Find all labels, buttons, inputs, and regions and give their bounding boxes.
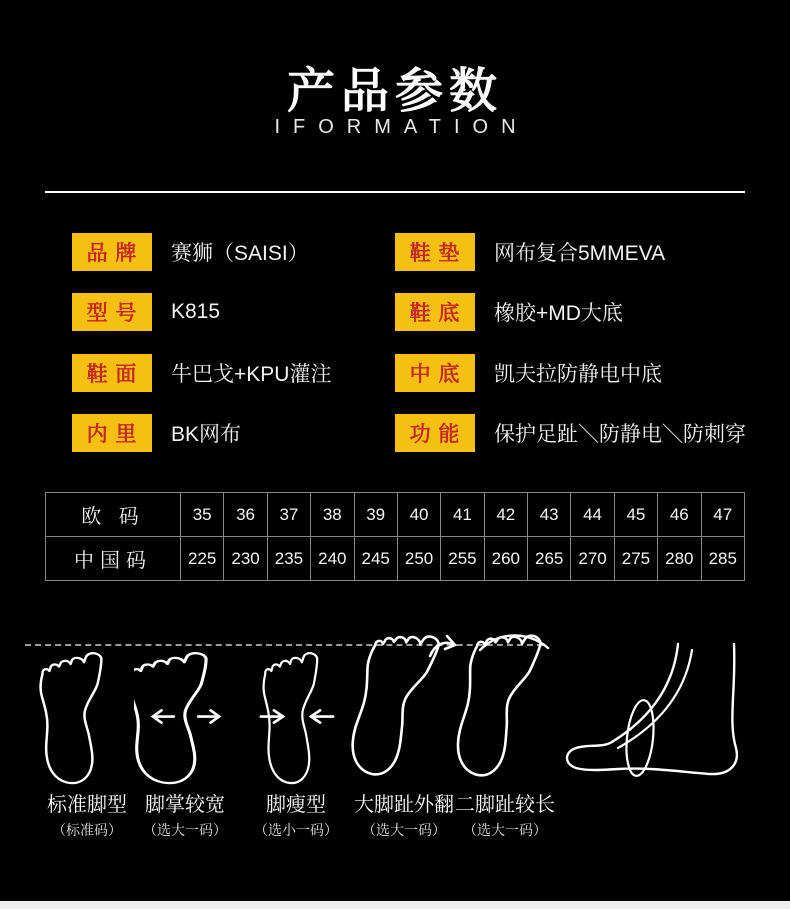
foot-type-label <box>128 793 242 840</box>
spec-label-badge: 鞋 垫 <box>395 233 475 271</box>
size-cell: 38 <box>311 493 354 537</box>
size-cell: 270 <box>571 537 614 581</box>
spec-value: 赛狮（SAISI） <box>171 242 309 265</box>
foot-type-note: （选大一码） <box>362 822 446 838</box>
size-cell: 37 <box>267 493 310 537</box>
size-cell: 285 <box>701 537 745 581</box>
table-row-cn <box>46 537 745 581</box>
size-cell: 41 <box>441 493 484 537</box>
table-row-eu <box>46 493 745 537</box>
spec-row-function <box>395 414 746 452</box>
size-cell: 255 <box>441 537 484 581</box>
size-cell: 235 <box>267 537 310 581</box>
footprint-long-second-toe-icon <box>448 628 562 778</box>
spec-row-brand <box>72 233 309 271</box>
foot-type-note: （选小一码） <box>254 822 338 838</box>
foot-type-label <box>239 793 353 840</box>
page-title: 产品参数 <box>286 65 503 118</box>
bottom-strip <box>0 901 790 909</box>
spec-row-upper <box>72 354 331 392</box>
size-cell: 45 <box>614 493 657 537</box>
spec-label-badge: 内 里 <box>72 414 152 452</box>
spec-label-badge: 鞋 底 <box>395 293 475 331</box>
spec-label-badge: 鞋 面 <box>72 354 152 392</box>
size-cell: 245 <box>354 537 397 581</box>
spec-label-badge: 型 号 <box>72 293 152 331</box>
size-cell: 44 <box>571 493 614 537</box>
divider-line <box>45 191 745 193</box>
spec-value: K815 <box>171 300 221 323</box>
footprint-bigtoe-out-icon <box>348 628 460 778</box>
size-cell: 265 <box>528 537 571 581</box>
spec-value: 保护足趾＼防静电＼防刺穿 <box>494 423 746 446</box>
page-subtitle: IFORMATION <box>274 116 529 138</box>
size-cell: 230 <box>224 537 267 581</box>
footprint-standard-icon <box>32 650 138 790</box>
spec-value: 牛巴戈+KPU灌注 <box>171 363 332 386</box>
foot-type-note: （选大一码） <box>463 822 547 838</box>
spec-value: 凯夫拉防静电中底 <box>494 363 662 386</box>
size-cell: 42 <box>484 493 527 537</box>
foot-type-name: 大脚趾外翻 <box>354 794 454 816</box>
footprint-wide-icon <box>134 650 238 790</box>
spec-value: BK网布 <box>171 423 242 446</box>
width-shrink-arrows-icon <box>261 710 333 722</box>
size-cell: 47 <box>701 493 745 537</box>
girth-measure-ellipse-icon <box>623 699 657 777</box>
size-cell: 275 <box>614 537 657 581</box>
footprint-narrow-icon <box>254 650 340 790</box>
spec-row-model <box>72 293 220 331</box>
size-cell: 43 <box>528 493 571 537</box>
size-cell: 250 <box>397 537 440 581</box>
size-cell: 46 <box>658 493 701 537</box>
foot-type-name: 标准脚型 <box>47 794 127 816</box>
spec-row-lining <box>72 414 241 452</box>
size-cell: 260 <box>484 537 527 581</box>
spec-label-badge: 中 底 <box>395 354 475 392</box>
size-cell: 40 <box>397 493 440 537</box>
size-cell: 225 <box>181 537 224 581</box>
spec-value: 橡胶+MD大底 <box>494 302 623 325</box>
foot-type-note: （选大一码） <box>143 822 227 838</box>
foot-type-name: 脚掌较宽 <box>145 794 225 816</box>
size-cell: 35 <box>181 493 224 537</box>
size-cell: 240 <box>311 537 354 581</box>
foot-side-profile-icon <box>560 642 765 802</box>
foot-type-name: 二脚趾较长 <box>455 794 555 816</box>
foot-type-label <box>445 793 565 840</box>
size-cell: 36 <box>224 493 267 537</box>
spec-row-outsole <box>395 293 623 331</box>
foot-type-label <box>30 793 144 840</box>
spec-label-badge: 品 牌 <box>72 233 152 271</box>
spec-value: 网布复合5MMEVA <box>494 242 666 265</box>
size-cell: 39 <box>354 493 397 537</box>
spec-row-insole <box>395 233 665 271</box>
row-header-eu: 欧 码 <box>46 493 181 537</box>
spec-row-midsole <box>395 354 662 392</box>
size-cell: 280 <box>658 537 701 581</box>
foot-type-note: （标准码） <box>52 822 122 838</box>
row-header-cn: 中国码 <box>46 537 181 581</box>
foot-type-name: 脚瘦型 <box>266 794 326 816</box>
size-table <box>45 492 745 581</box>
spec-label-badge: 功 能 <box>395 414 475 452</box>
